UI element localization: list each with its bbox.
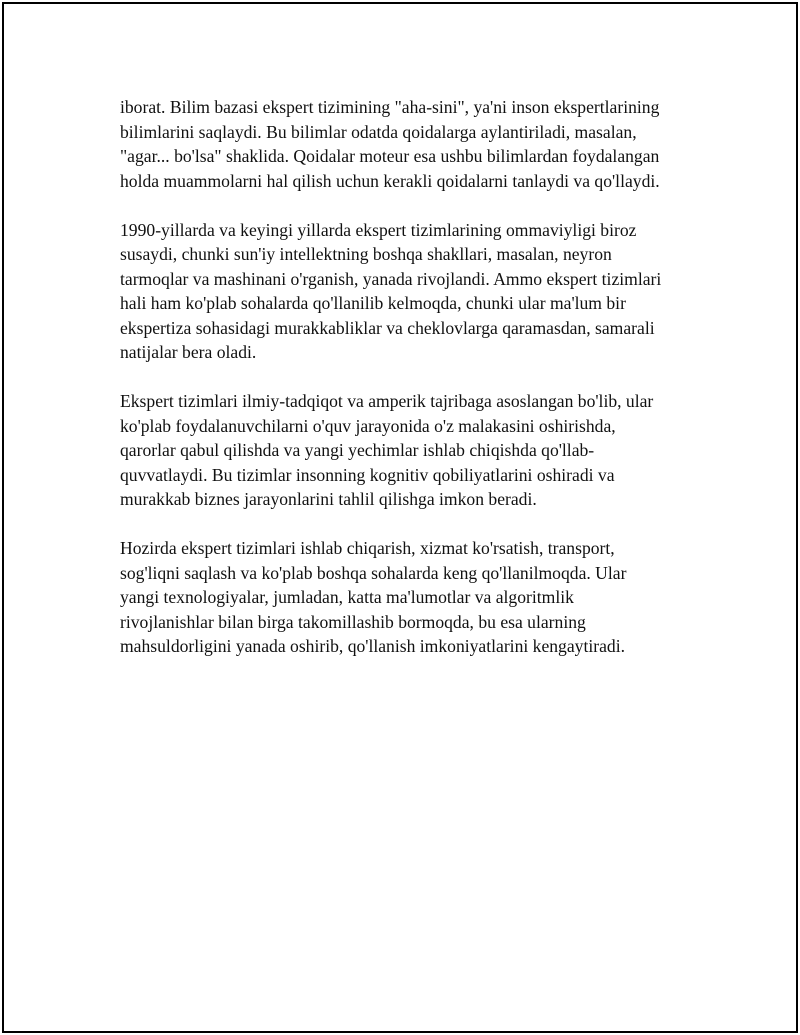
paragraph-line: holda muammolarni hal qilish uchun kerakli qoidalarni tanlaydi va qo'llaydi. — [120, 170, 660, 191]
paragraph-1 — [120, 95, 700, 193]
paragraph-line: mahsuldorligini yanada oshirib, qo'llanish imkoniyatlarini kengaytiradi. — [120, 636, 625, 656]
paragraph-line: ekspertiza sohasidagi murakkabliklar va cheklovlarga qaramasdan, samarali — [120, 317, 655, 338]
paragraph-line: susaydi, chunki sun'iy intellektning boshqa shakllari, masalan, neyron — [120, 244, 612, 264]
paragraph-3 — [120, 389, 700, 512]
paragraph-line: natijalar bera oladi. — [120, 342, 257, 362]
paragraph-line: yangi texnologiyalar, jumladan, katta ma'lumotlar va algoritmlik — [120, 587, 574, 607]
paragraph-line: bilimlarini saqlaydi. Bu bilimlar odatda qoidalarga aylantiriladi, masalan, — [120, 121, 637, 142]
paragraph-line: iborat. Bilim bazasi ekspert tizimining "aha-sini", ya'ni inson ekspertlarining — [120, 97, 660, 117]
paragraph-line: "agar... bo'lsa" shaklida. Qoidalar moteur esa ushbu bilimlardan foydalangan — [120, 146, 660, 166]
paragraph-line: tarmoqlar va mashinani o'rganish, yanada rivojlandi. Ammo ekspert tizimlari — [120, 268, 662, 289]
paragraph-line: quvvatlaydi. Bu tizimlar insonning kognitiv qobiliyatlarini oshiradi va — [120, 464, 615, 485]
paragraph-line: hali ham ko'plab sohalarda qo'llanilib kelmoqda, chunki ular ma'lum bir — [120, 293, 626, 313]
paragraph-line: rivojlanishlar bilan birga takomillashib bormoqda, bu esa ularning — [120, 611, 586, 632]
paragraph-line: 1990-yillarda va keyingi yillarda ekspert tizimlarining ommaviyligi biroz — [120, 219, 637, 240]
paragraph-line: Ekspert tizimlari ilmiy-tadqiqot va amperik tajribaga asoslangan bo'lib, ular — [120, 391, 654, 411]
paragraph-line: qarorlar qabul qilishda va yangi yechimlar ishlab chiqishda qo'llab- — [120, 440, 595, 460]
paragraph-4 — [120, 536, 700, 659]
paragraph-line: murakkab biznes jarayonlarini tahlil qilishga imkon beradi. — [120, 489, 537, 509]
paragraph-line: sog'liqni saqlash va ko'plab boshqa sohalarda keng qo'llanilmoqda. Ular — [120, 562, 627, 583]
document-page — [2, 2, 798, 1033]
paragraph-line: ko'plab foydalanuvchilarni o'quv jarayonida o'z malakasini oshirishda, — [120, 415, 616, 436]
paragraph-2 — [120, 218, 700, 365]
document-body — [120, 95, 700, 683]
paragraph-line: Hozirda ekspert tizimlari ishlab chiqarish, xizmat ko'rsatish, transport, — [120, 538, 615, 558]
